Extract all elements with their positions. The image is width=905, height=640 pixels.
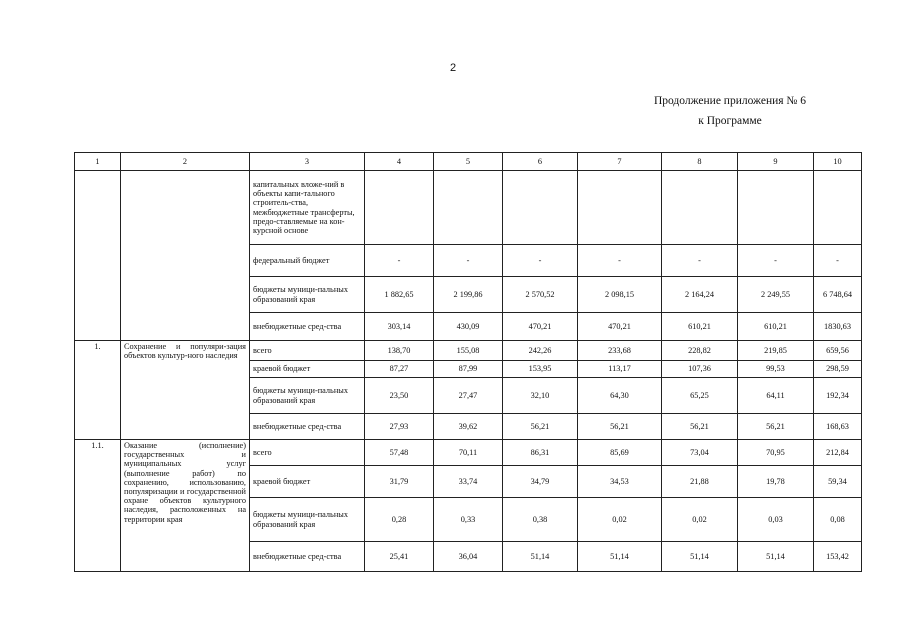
value-cell: 27,47 xyxy=(434,378,503,414)
value-cell: 33,74 xyxy=(434,466,503,498)
value-cell: 2 164,24 xyxy=(662,277,738,313)
funding-source: бюджеты муници-пальных образований края xyxy=(250,378,365,414)
value-cell xyxy=(662,171,738,245)
row-number: 1. xyxy=(75,341,121,440)
value-cell: 56,21 xyxy=(503,414,578,440)
funding-source: капитальных вложе-ний в объекты капи-тального строитель-ства, межбюджетные трансферты, предо-ставляемые на кон-курсной основе xyxy=(250,171,365,245)
value-cell: 0,02 xyxy=(578,498,662,542)
value-cell xyxy=(578,171,662,245)
value-cell: 2 570,52 xyxy=(503,277,578,313)
value-cell: 34,53 xyxy=(578,466,662,498)
value-cell: - xyxy=(578,245,662,277)
value-cell: 212,84 xyxy=(814,440,862,466)
value-cell: 470,21 xyxy=(578,313,662,341)
appendix-title xyxy=(600,91,860,131)
measure-name: Оказание (исполнение) государственных и муниципальных услуг (выполнение работ) по сохранению, использованию, популяризации и государственной охране объектов культурного наследия, расположенных на территории края xyxy=(121,440,250,572)
value-cell: - xyxy=(503,245,578,277)
value-cell: 155,08 xyxy=(434,341,503,361)
value-cell: 0,38 xyxy=(503,498,578,542)
value-cell: 27,93 xyxy=(365,414,434,440)
column-header: 5 xyxy=(434,153,503,171)
column-header: 4 xyxy=(365,153,434,171)
value-cell xyxy=(503,171,578,245)
value-cell: 73,04 xyxy=(662,440,738,466)
value-cell: - xyxy=(662,245,738,277)
value-cell: 65,25 xyxy=(662,378,738,414)
column-header: 9 xyxy=(738,153,814,171)
value-cell: 99,53 xyxy=(738,361,814,378)
funding-source: бюджеты муници-пальных образований края xyxy=(250,498,365,542)
measure-name: Сохранение и популяри-зация объектов культур-ного наследия xyxy=(121,341,250,440)
value-cell: 70,95 xyxy=(738,440,814,466)
value-cell: 32,10 xyxy=(503,378,578,414)
value-cell: 2 249,55 xyxy=(738,277,814,313)
column-header: 10 xyxy=(814,153,862,171)
column-header: 7 xyxy=(578,153,662,171)
table-row xyxy=(75,341,862,361)
value-cell: 303,14 xyxy=(365,313,434,341)
funding-source: федеральный бюджет xyxy=(250,245,365,277)
value-cell: 0,33 xyxy=(434,498,503,542)
value-cell: 610,21 xyxy=(738,313,814,341)
value-cell: - xyxy=(365,245,434,277)
appendix-line-1: Продолжение приложения № 6 xyxy=(653,95,807,107)
value-cell: 2 098,15 xyxy=(578,277,662,313)
value-cell: 0,28 xyxy=(365,498,434,542)
measure-name xyxy=(121,171,250,341)
value-cell: 56,21 xyxy=(738,414,814,440)
value-cell: 51,14 xyxy=(578,542,662,572)
value-cell: - xyxy=(434,245,503,277)
table-row xyxy=(75,440,862,466)
value-cell: 113,17 xyxy=(578,361,662,378)
value-cell: 51,14 xyxy=(503,542,578,572)
value-cell: 6 748,64 xyxy=(814,277,862,313)
value-cell: - xyxy=(814,245,862,277)
column-header: 1 xyxy=(75,153,121,171)
funding-source: внебюджетные сред-ства xyxy=(250,313,365,341)
appendix-line-2: к Программе xyxy=(698,115,762,127)
page-number: 2 xyxy=(449,62,457,74)
funding-source: внебюджетные сред-ства xyxy=(250,542,365,572)
value-cell: 219,85 xyxy=(738,341,814,361)
value-cell: 107,36 xyxy=(662,361,738,378)
value-cell: 2 199,86 xyxy=(434,277,503,313)
value-cell: 659,56 xyxy=(814,341,862,361)
funding-source: краевой бюджет xyxy=(250,361,365,378)
value-cell: 64,30 xyxy=(578,378,662,414)
table-row xyxy=(75,171,862,245)
value-cell: 153,42 xyxy=(814,542,862,572)
funding-source: краевой бюджет xyxy=(250,466,365,498)
value-cell: 51,14 xyxy=(738,542,814,572)
value-cell: 34,79 xyxy=(503,466,578,498)
value-cell: 57,48 xyxy=(365,440,434,466)
value-cell: 56,21 xyxy=(662,414,738,440)
column-header: 2 xyxy=(121,153,250,171)
value-cell: 470,21 xyxy=(503,313,578,341)
value-cell: 19,78 xyxy=(738,466,814,498)
header-row xyxy=(75,153,862,171)
column-header: 8 xyxy=(662,153,738,171)
value-cell: 56,21 xyxy=(578,414,662,440)
value-cell: 0,08 xyxy=(814,498,862,542)
value-cell: 228,82 xyxy=(662,341,738,361)
row-number xyxy=(75,171,121,341)
value-cell: 233,68 xyxy=(578,341,662,361)
value-cell: 25,41 xyxy=(365,542,434,572)
value-cell: 36,04 xyxy=(434,542,503,572)
value-cell: 0,02 xyxy=(662,498,738,542)
funding-source: внебюджетные сред-ства xyxy=(250,414,365,440)
value-cell: 64,11 xyxy=(738,378,814,414)
value-cell: 1830,63 xyxy=(814,313,862,341)
value-cell xyxy=(814,171,862,245)
value-cell: 430,09 xyxy=(434,313,503,341)
value-cell: 70,11 xyxy=(434,440,503,466)
value-cell: 168,63 xyxy=(814,414,862,440)
column-header: 6 xyxy=(503,153,578,171)
value-cell: 59,34 xyxy=(814,466,862,498)
value-cell: 138,70 xyxy=(365,341,434,361)
value-cell: 23,50 xyxy=(365,378,434,414)
program-table xyxy=(74,152,862,572)
value-cell: 610,21 xyxy=(662,313,738,341)
value-cell: 0,03 xyxy=(738,498,814,542)
value-cell: 242,26 xyxy=(503,341,578,361)
column-header: 3 xyxy=(250,153,365,171)
funding-source: всего xyxy=(250,440,365,466)
value-cell xyxy=(434,171,503,245)
value-cell: 85,69 xyxy=(578,440,662,466)
value-cell: 87,27 xyxy=(365,361,434,378)
row-number: 1.1. xyxy=(75,440,121,572)
value-cell xyxy=(365,171,434,245)
value-cell: 192,34 xyxy=(814,378,862,414)
value-cell: - xyxy=(738,245,814,277)
funding-source: всего xyxy=(250,341,365,361)
value-cell: 21,88 xyxy=(662,466,738,498)
value-cell: 51,14 xyxy=(662,542,738,572)
funding-source: бюджеты муници-пальных образований края xyxy=(250,277,365,313)
value-cell: 86,31 xyxy=(503,440,578,466)
value-cell: 153,95 xyxy=(503,361,578,378)
value-cell: 39,62 xyxy=(434,414,503,440)
value-cell: 87,99 xyxy=(434,361,503,378)
value-cell: 298,59 xyxy=(814,361,862,378)
value-cell: 1 882,65 xyxy=(365,277,434,313)
value-cell xyxy=(738,171,814,245)
value-cell: 31,79 xyxy=(365,466,434,498)
